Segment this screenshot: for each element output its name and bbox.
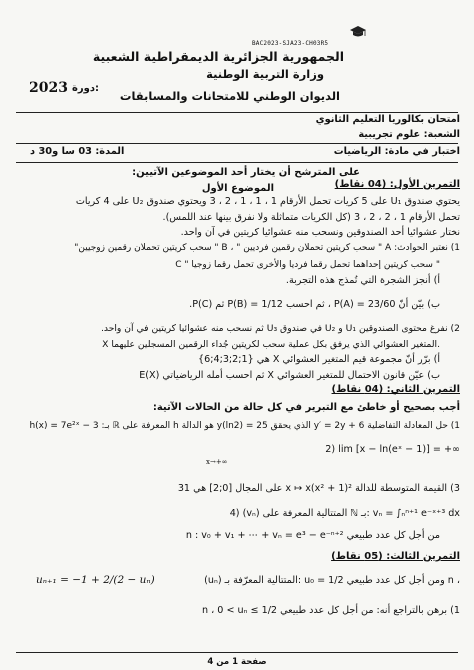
exercise-2-q1: 1) حل المعادلة التفاضلية y′ = 2y + 6 الذي يحقق y(ln2) = 25 هو الدالة h المعرفة على ℝ بـ: h(x) = 7e²ˣ − 3 xyxy=(29,421,460,431)
exam-code: BAC2023-SJA23-CH03R5 xyxy=(252,40,329,47)
exercise-1-title: التمرين الأول: (04 نقاط) xyxy=(334,179,460,190)
exercise-1-line-2: تحمل الأرقام 1 ، 2 ، 2 ، 3 (كل الكريات متماثلة ولا نفرق بينها عند اللمس). xyxy=(162,212,460,223)
page-number: صفحة 1 من 4 xyxy=(207,657,267,667)
exercise-1-q2: 2) نفرغ محتوى الصندوقين U₁ و U₂ في صندوق U₃ ثم نسحب منه عشوائيا كريتين في آن واحد. xyxy=(100,323,460,334)
republic-title: الجمهورية الجزائرية الديمقراطية الشعبية xyxy=(92,49,344,64)
exercise-1-q2a: أ) برّر أنّ مجموعة قيم المتغير العشوائي X هي {1;2;3;4;6} xyxy=(198,354,440,365)
office-title: الديوان الوطني للامتحانات والمسابقات xyxy=(119,89,340,103)
exercise-1-q1: 1) نعتبر الحوادث: A " سحب كريتين تحملان رقمين فرديين " ، B " سحب كريتين تحملان رقمين زوجيين" xyxy=(74,243,460,253)
subject-label: اختبار في مادة: الرياضيات xyxy=(333,146,460,157)
exercise-1-line-3: نختار عشوائيا أحد الصندوقين ونسحب منه عشوائيا كريتين في آن واحد. xyxy=(180,227,460,238)
exercise-1-q1b: ب) بيّن أنّ P(A) = 23/60 ، ثم احسب P(B) = 1/12 ثم P(C). xyxy=(189,299,440,310)
exercise-1-variable-x: X المتغير العشوائي الذي يرفق بكل عملية سحب لكريتين جُداء الرقمين المسجلين عليهما. xyxy=(102,339,440,350)
exercise-3-title: التمرين الثالث: (05 نقاط) xyxy=(331,551,460,562)
exercise-2-q3: 3) القيمة المتوسطة للدالة x ↦ x(x² + 1)² على المجال [0;2] هي 31 xyxy=(177,483,460,494)
exercise-2-q4b: من أجل كل عدد طبيعي n : v₀ + v₁ + ⋯ + vₙ = e³ − e⁻ⁿ⁺² xyxy=(185,530,440,541)
exercise-1-event-c: C " سحب كريتين إحداهما تحمل رقما فرديا والأخرى تحمل رقما زوجيا " xyxy=(175,260,440,270)
exam-title: امتحان بكالوريا التعليم الثانوي xyxy=(315,114,460,125)
subject-divider xyxy=(16,162,458,163)
exercise-3-recurrence: uₙ₊₁ = −1 + 2/(2 − uₙ) xyxy=(36,574,155,586)
session-year: 2023 xyxy=(29,80,68,96)
duration-label: المدة: 03 سا و30 د xyxy=(30,146,125,157)
ministry-title: وزارة التربية الوطنية xyxy=(206,67,324,81)
topic-title: الموضوع الأول xyxy=(201,183,274,194)
exercise-2-q2: 2) lim [x − ln(eˣ − 1)] = +∞ xyxy=(325,444,460,455)
header-divider xyxy=(16,112,458,113)
exercise-3-q1: 1) برهن بالتراجع أنه: من أجل كل عدد طبيعي n ، 0 < uₙ ≤ 1/2 xyxy=(202,605,460,616)
exercise-2-q4: 4) (vₙ) المتتالية المعرفة على ℕ بـ: vₙ = ∫ₙⁿ⁺¹ e⁻ˣ⁺³ dx xyxy=(229,508,460,519)
exercise-2-title: التمرين الثاني: (04 نقاط) xyxy=(331,384,460,395)
branch-label: الشعبة: علوم تجريبية xyxy=(358,129,460,140)
exercise-2-intro: أجب بصحيح أو خاطئ مع التبرير في كل حالة من الحالات الآتية: xyxy=(152,402,460,413)
footer-divider xyxy=(16,652,458,653)
exercise-1-q2b: ب) عيّن قانون الاحتمال للمتغير العشوائي X ثم احسب أمله الرياضياتي E(X) xyxy=(139,370,440,381)
session-label: دورة: xyxy=(72,83,100,94)
branch-divider xyxy=(16,143,458,144)
exercise-3-line-1: (uₙ) المتتالية المعرّفة بـ: u₀ = 1/2 ومن أجل كل عدد طبيعي n ، xyxy=(204,575,460,586)
graduation-cap-icon xyxy=(349,25,367,39)
exercise-1-q1a: أ) أنجز الشجرة التي تُمذج هذه التجربة. xyxy=(285,275,440,286)
exercise-1-line-1: يحتوي صندوق U₁ على 5 كريات تحمل الأرقام 1 ، 1 ، 1 ، 2 ، 3 ويحتوي صندوق U₂ على 4 كريات xyxy=(75,196,460,207)
choose-instruction: على المترشح أن يختار أحد الموضوعين الآتيين: xyxy=(132,167,360,178)
exercise-2-limit-sub: x→+∞ xyxy=(206,458,228,466)
